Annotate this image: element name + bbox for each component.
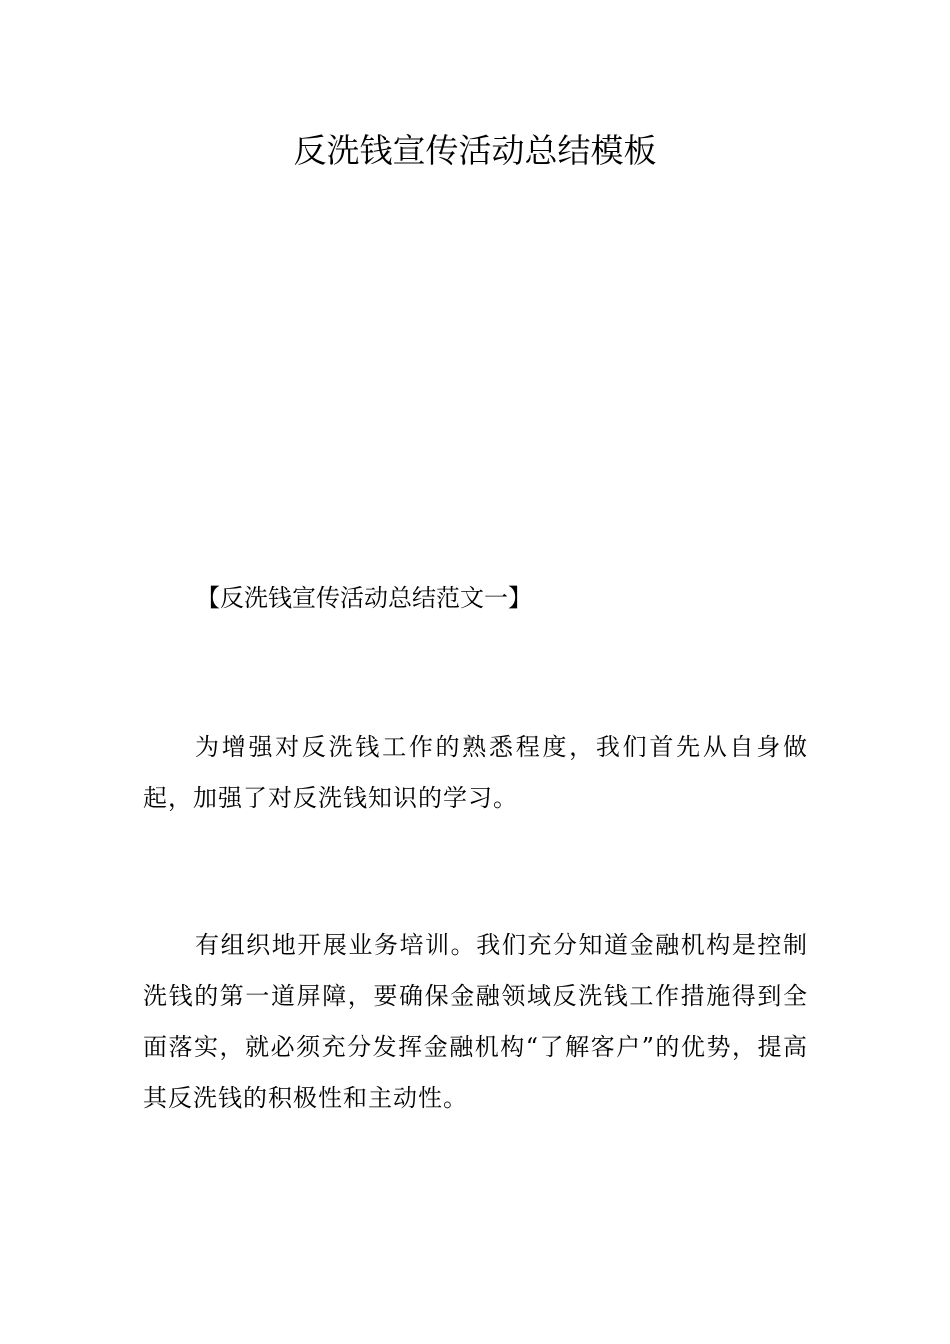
section-heading: 【反洗钱宣传活动总结范文一】 <box>196 584 532 612</box>
paragraph-1: 为增强对反洗钱工作的熟悉程度，我们首先从自身做起，加强了对反洗钱知识的学习。 <box>143 733 808 812</box>
document-title: 反洗钱宣传活动总结模板 <box>293 131 657 170</box>
paragraph-2: 有组织地开展业务培训。我们充分知道金融机构是控制洗钱的第一道屏障，要确保金融领域反洗钱工作措施得到全面落实，就必须充分发挥金融机构“了解客户”的优势，提高其反洗钱的积极性和主动性。 <box>143 931 808 1112</box>
